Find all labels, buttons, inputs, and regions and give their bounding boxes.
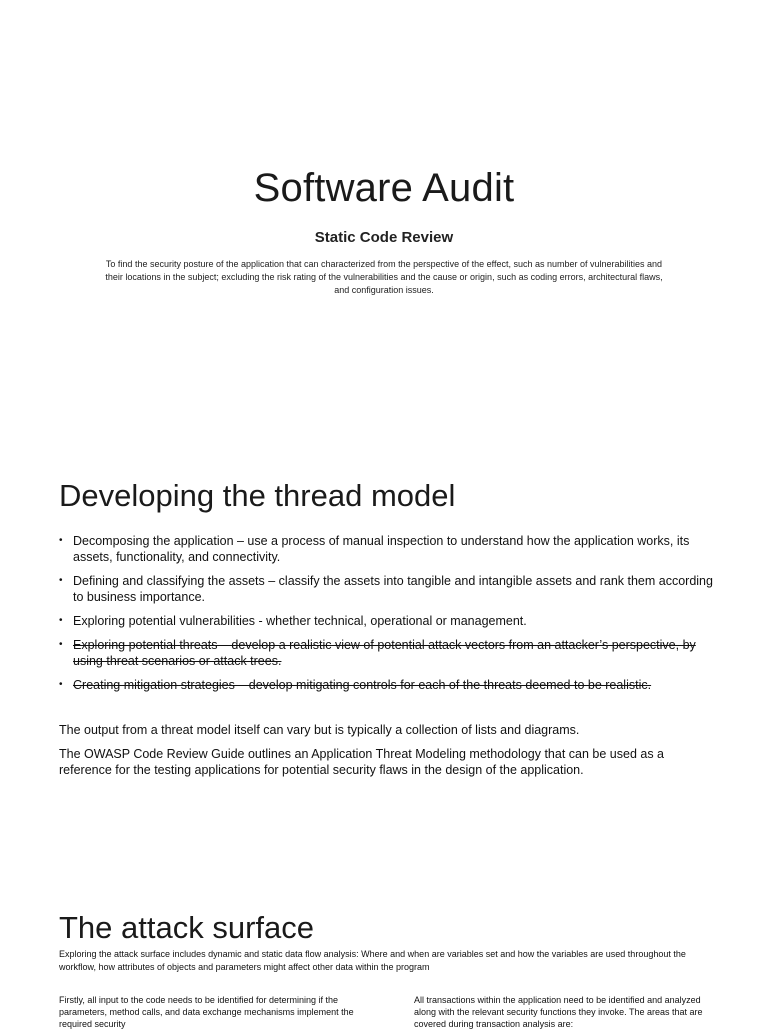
right-column-text: All transactions within the application need to be identified and analyzed along with the relevant security functions they invoke. The areas that are covered during transaction analysis are: xyxy=(414,995,703,1029)
bullet-icon: • xyxy=(59,535,63,546)
section-heading-attack-surface: The attack surface xyxy=(59,910,315,945)
document-title: Software Audit xyxy=(253,166,515,210)
bullet-list xyxy=(59,533,719,701)
left-column-text: Firstly, all input to the code needs to be identified for determining if the parameters, method calls, and data exchange mechanisms implement the required security xyxy=(59,995,354,1029)
list-item xyxy=(59,533,719,565)
list-item xyxy=(59,573,719,605)
document-subtitle: Static Code Review xyxy=(314,229,454,246)
bullet-icon: • xyxy=(59,639,63,650)
list-item-text: Decomposing the application – use a process of manual inspection to understand how the application works, its assets, functionality, and connectivity. xyxy=(73,534,690,564)
output-paragraph: The output from a threat model itself can vary but is typically a collection of lists and diagrams. xyxy=(59,723,580,737)
attack-surface-intro: Exploring the attack surface includes dynamic and static data flow analysis: Where and when are variables set and how the variables are used throughout the workflow, how attributes of objects and parameters might affect other data within the program xyxy=(59,949,686,972)
list-item xyxy=(59,677,719,693)
intro-paragraph: To find the security posture of the application that can characterized from the perspective of the effect, such as number of vulnerabilities and their locations in the subject; excluding the risk rating of the vulnerabilities and the cause or origin, such as coding errors, architectural flaws, and configuration issues. xyxy=(105,259,663,295)
bullet-icon: • xyxy=(59,615,63,626)
list-item xyxy=(59,637,719,669)
thread-model-slide xyxy=(0,470,768,800)
list-item-text: Defining and classifying the assets – classify the assets into tangible and intangible assets and rank them according to business importance. xyxy=(73,574,713,604)
bullet-icon: • xyxy=(59,679,63,690)
bullet-icon: • xyxy=(59,575,63,586)
list-item-text: Exploring potential vulnerabilities - whether technical, operational or management. xyxy=(73,614,527,628)
list-item-text: Creating mitigation strategies – develop mitigating controls for each of the threats deemed to be realistic. xyxy=(73,678,652,692)
list-item xyxy=(59,613,719,629)
list-item-text: Exploring potential threats – develop a realistic view of potential attack vectors from an attacker’s perspective, by using threat scenarios or attack trees. xyxy=(73,638,696,668)
section-heading-thread-model: Developing the thread model xyxy=(59,478,456,513)
attack-surface-slide xyxy=(0,900,768,1029)
owasp-paragraph: The OWASP Code Review Guide outlines an Application Threat Modeling methodology that can be used as a reference for the testing applications for potential security flaws in the design of the application. xyxy=(59,747,664,777)
title-slide xyxy=(0,0,768,400)
